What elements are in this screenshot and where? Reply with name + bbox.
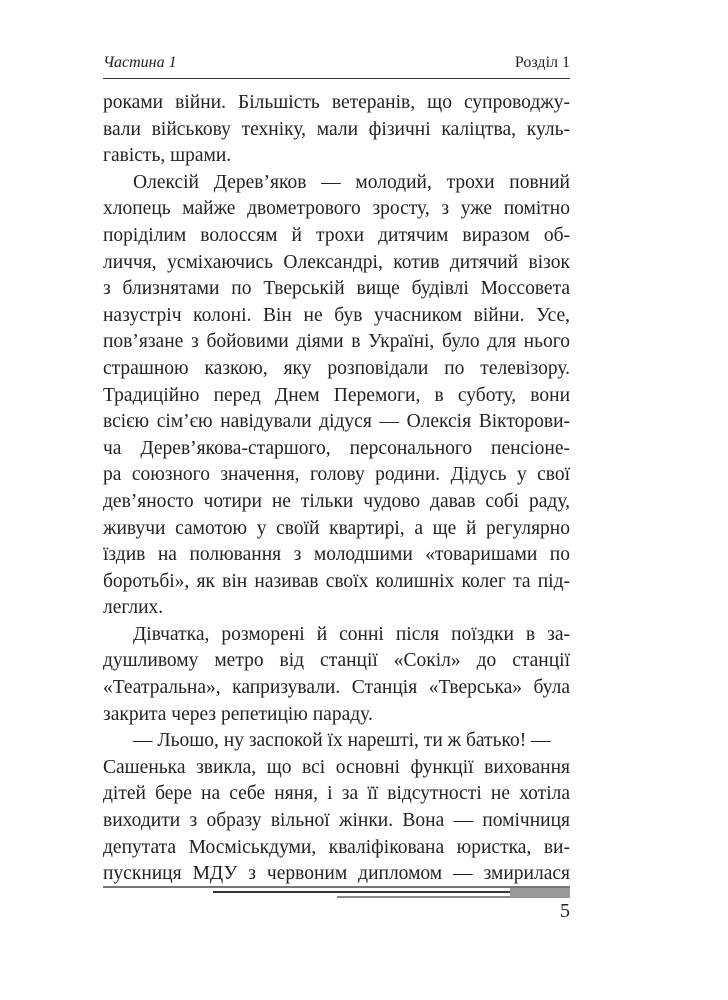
text-line: гавість, шрами. (103, 145, 232, 167)
text-line: «Театральна», капризували. Станція «Тверська» була (103, 677, 570, 699)
ornament-block (510, 888, 570, 898)
text-line: боротьбі», як він називав своїх колишніх колег та під- (103, 570, 570, 592)
text-line: — Льошо, ну заспокой їх нарешті, ти ж батько! — (133, 730, 551, 752)
text-line: виходити з образу вільної жінки. Вона — помічниця (103, 810, 570, 832)
text-line: ра союзного значення, голову родини. Дідусь у свої (103, 464, 570, 486)
text-line: депутата Мосміськдуми, кваліфікована юристка, ви- (103, 836, 570, 858)
text-line: роками війни. Більшість ветеранів, що супроводжу- (103, 92, 570, 113)
text-line: всією сім’єю навідували дідуся — Олексія Вікторови- (103, 411, 570, 433)
text-line: вали військову техніку, мали фізичні каліцтва, куль- (103, 118, 570, 140)
text-line: Дівчатка, розморені й сонні після поїздки в за- (133, 623, 570, 645)
text-line: з близнятами по Тверській вище будівлі Моссовета (103, 278, 570, 300)
text-line: Олексій Дерев’яков — молодий, трохи повний (133, 171, 570, 193)
text-line: дітей бере на себе няня, і за її відсутності не хотіла (103, 783, 570, 805)
text-line: ча Дерев’якова-старшого, персонального пенсіоне- (103, 437, 570, 459)
running-header (103, 52, 570, 79)
text-line: назустріч колоні. Він не був учасником війни. Усе, (103, 304, 570, 326)
text-line: порідiлим волоссям й трохи дитячим виразом об- (103, 224, 570, 246)
part-title: Частина 1 (103, 54, 177, 71)
text-line: їздив на полювання з молодшими «товаришами по (103, 544, 570, 566)
text-line: дев’яносто чотири не тільки чудово давав собі раду, (103, 490, 570, 512)
text-line: закрита через репетицію параду. (103, 703, 373, 725)
text-line: Сашенька звикла, що всі основні функції виховання (103, 756, 570, 778)
text-line: леглих. (103, 597, 164, 619)
text-line: страшною казкою, яку розповідали по телевізору. (103, 357, 570, 379)
text-line: душливому метро від станції «Сокіл» до станції (103, 650, 570, 672)
ornament-line (103, 886, 570, 888)
body-text (103, 90, 570, 888)
text-line: пускниця МДУ з червоним дипломом — змирилася (103, 863, 570, 885)
text-line: Традиційно перед Днем Перемоги, в суботу, вони (103, 384, 570, 406)
text-line: живучи самотою у своїй квартирі, а ще й регулярно (103, 517, 570, 539)
text-line: пов’язане з бойовими діями в Україні, було для нього (103, 331, 570, 353)
text-line: хлопець майже двометрового зросту, з уже помітно (103, 198, 570, 220)
chapter-title: Розділ 1 (514, 54, 570, 71)
text-line: личчя, усміхаючись Олександрі, котив дитячий візок (103, 251, 570, 273)
page-number: 5 (560, 900, 570, 922)
ornament-line (213, 891, 510, 893)
